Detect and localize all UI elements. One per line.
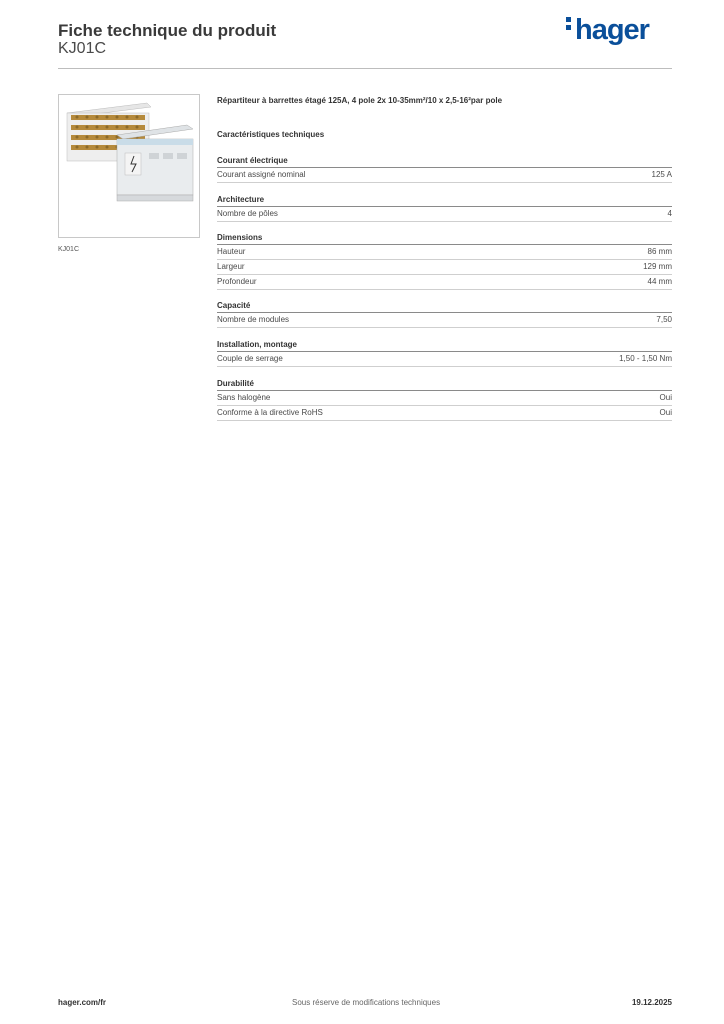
spec-value: 1,50 - 1,50 Nm <box>619 354 672 363</box>
footer-disclaimer: Sous réserve de modifications techniques <box>292 998 441 1007</box>
footer-website-link[interactable]: hager.com/fr <box>58 998 107 1007</box>
characteristics-heading: Caractéristiques techniques <box>217 130 325 139</box>
spec-row <box>217 313 672 328</box>
spec-row <box>217 245 672 260</box>
spec-title: Installation, montage <box>217 339 672 352</box>
spec-row <box>217 406 672 421</box>
header-divider <box>58 68 672 69</box>
spec-row <box>217 168 672 183</box>
spec-label: Courant assigné nominal <box>217 170 306 179</box>
spec-value: Oui <box>659 408 672 417</box>
spec-title: Capacité <box>217 300 672 313</box>
spec-section-durability <box>217 378 672 421</box>
spec-label: Hauteur <box>217 247 246 256</box>
spec-section-electrical <box>217 155 672 183</box>
spec-label: Largeur <box>217 262 245 271</box>
image-caption: KJ01C <box>58 246 80 253</box>
spec-section-architecture <box>217 194 672 222</box>
spec-value: 4 <box>667 209 672 218</box>
spec-row <box>217 260 672 275</box>
spec-value: 129 mm <box>643 262 672 271</box>
spec-section-dimensions <box>217 232 672 290</box>
spec-value: 125 A <box>651 170 672 179</box>
spec-row <box>217 275 672 290</box>
spec-row <box>217 207 672 222</box>
spec-section-capacity <box>217 300 672 328</box>
spec-label: Couple de serrage <box>217 354 283 363</box>
product-image <box>58 94 200 238</box>
spec-value: 44 mm <box>647 277 672 286</box>
spec-label: Profondeur <box>217 277 257 286</box>
spec-title: Dimensions <box>217 232 672 245</box>
page-title: Fiche technique du produit <box>58 21 277 40</box>
spec-value: Oui <box>659 393 672 402</box>
spec-value: 86 mm <box>647 247 672 256</box>
spec-label: Conforme à la directive RoHS <box>217 408 323 417</box>
spec-label: Sans halogène <box>217 393 271 402</box>
spec-section-installation <box>217 339 672 367</box>
spec-label: Nombre de pôles <box>217 209 278 218</box>
hager-logo: hager <box>566 14 649 47</box>
spec-value: 7,50 <box>656 315 672 324</box>
spec-row <box>217 391 672 406</box>
spec-label: Nombre de modules <box>217 315 290 324</box>
spec-title: Durabilité <box>217 378 672 391</box>
footer-date: 19.12.2025 <box>631 998 672 1007</box>
product-description: Répartiteur à barrettes étagé 125A, 4 pole 2x 10-35mm²/10 x 2,5-16²par pole <box>217 96 503 105</box>
product-reference: KJ01C <box>58 40 107 57</box>
spec-title: Courant électrique <box>217 155 672 168</box>
spec-title: Architecture <box>217 194 672 207</box>
distribution-block-product-photo <box>59 95 200 238</box>
logo-dots-icon <box>566 15 573 33</box>
spec-row <box>217 352 672 367</box>
